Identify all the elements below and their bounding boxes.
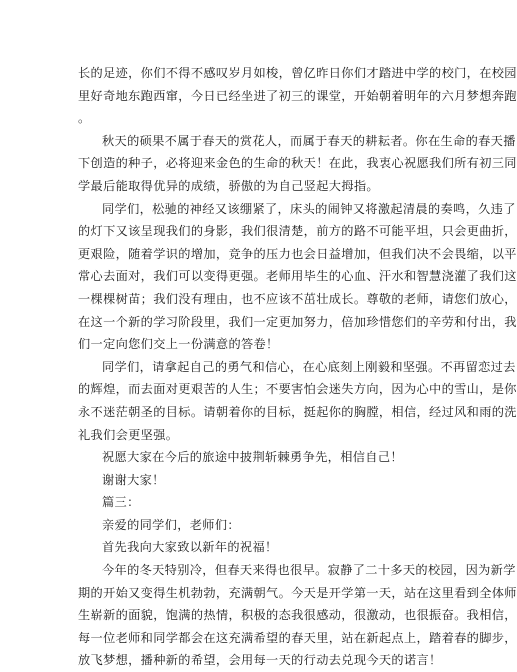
text-line: 学最后能取得优异的成绩，骄傲的为自己竖起大拇指。: [78, 178, 379, 193]
text-line: 同学们，请拿起自己的勇气和信心，在心底刻上刚毅和坚强。不再留恋过去: [102, 359, 516, 374]
text-line: 每一位老师和同学都会在这充满希望的春天里，站在新起点上，踏着春的脚步，: [78, 630, 517, 645]
text-line: 。: [78, 111, 91, 126]
document-body: [78, 62, 517, 672]
text-line: 生崭新的面貌，饱满的热情，积极的态我很感动，很激动，也很振奋。我相信，: [78, 608, 517, 623]
text-line: 们一定向您们交上一份满意的答卷！: [78, 337, 279, 352]
text-line: 首先我向大家致以新年的祝福！: [102, 540, 278, 555]
text-line: 放飞梦想，播种新的希望，会用每一天的行动去兑现今天的诺言！: [78, 653, 442, 668]
text-line: 秋天的硕果不属于春天的赏花人，而属于春天的耕耘者。你在生命的春天播: [102, 133, 516, 148]
text-line: 今年的冬天特别冷，但春天来得也很早。寂静了二十多天的校园，因为新学: [102, 563, 516, 578]
text-line: 期的开始又变得生机勃勃，充满朝气。今天是开学第一天，站在这里看到全体师: [78, 585, 517, 600]
text-line: 的辉煌，而去面对更艰苦的人生；不要害怕会迷失方向，因为心中的雪山，是你: [78, 382, 517, 397]
text-line: 篇三：: [102, 495, 140, 510]
text-line: 在这一个新的学习阶段里，我们一定更加努力，倍加珍惜您们的辛劳和付出，我: [78, 314, 517, 329]
text-line: 亲爱的同学们，老师们：: [102, 517, 240, 532]
text-line: 里好奇地东跑西窜，今日已经坐进了初三的课堂，开始朝着明年的六月梦想奔跑: [78, 88, 517, 103]
text-line: 同学们，松驰的神经又该绷紧了，床头的闹钟又将激起清晨的奏鸣，久违了: [102, 201, 516, 216]
text-line: 更艰险，随着学识的增加，竞争的压力也会日益增加，但我们决不会畏缩，以平: [78, 246, 517, 261]
text-line: 永不迷茫朝圣的目标。请朝着你的目标，挺起你的胸膛，相信，经过风和雨的洗: [78, 404, 517, 419]
text-line: 下创造的种子，必将迎来金色的生命的秋天！在此，我衷心祝愿我们所有初三同: [78, 156, 517, 171]
text-line: 常心去面对，我们可以变得更强。老师用毕生的心血、汗水和智慧浇灌了我们这: [78, 269, 517, 284]
text-line: 一棵棵树苗；我们没有理由，也不应该不茁壮成长。尊敬的老师，请您们放心，: [78, 291, 517, 306]
text-line: 的灯下又该呈现我们的身影，我们很清楚，前方的路不可能平坦，只会更曲折，: [78, 224, 517, 239]
text-line: 谢谢大家！: [102, 472, 165, 487]
text-line: 礼我们会更坚强。: [78, 427, 179, 442]
text-line: 长的足迹，你们不得不感叹岁月如梭，曾亿昨日你们才踏进中学的校门，在校园: [78, 66, 517, 80]
text-line: 祝愿大家在今后的旅途中披荆斩棘勇争先，相信自己！: [102, 450, 403, 465]
